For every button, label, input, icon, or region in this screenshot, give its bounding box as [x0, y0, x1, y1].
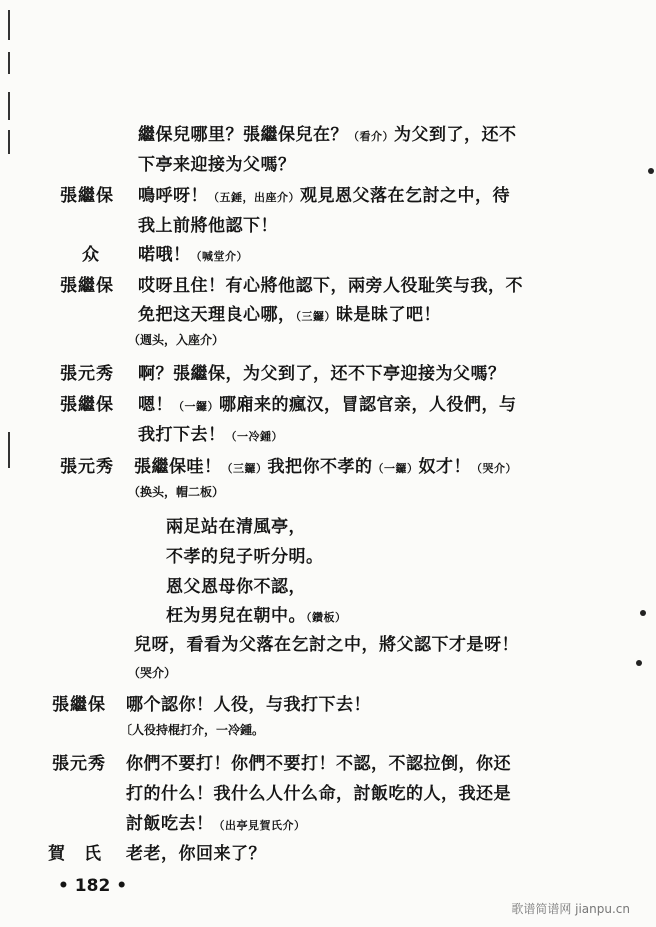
dialogue-line: 哪个認你！人役，与我打下去！ — [126, 695, 371, 715]
verse-line: 不孝的兒子听分明。 — [166, 547, 324, 567]
dialogue-line: 繼保兒哪里？張繼保兒在？（看介）为父到了，还不 — [138, 125, 517, 145]
dialogue-line: 討飯吃去！（出亭見賀氏介） — [126, 814, 306, 834]
dialogue-line: 嗯！（一鑼）哪廂来的瘋汉，冒認官亲，人役們，与 — [138, 395, 517, 415]
speaker-name: 賀 氏 — [48, 844, 102, 864]
dialogue-line: 我打下去！（一冷鍾） — [138, 425, 283, 445]
speaker-name: 張繼保 — [60, 395, 114, 415]
dialogue-line: 鳴呼呀！（五錘，出座介）观見恩父落在乞討之中，待 — [138, 186, 510, 206]
dialogue-line: 喏哦！（喊堂介） — [138, 245, 248, 265]
speaker-name: 众 — [82, 245, 100, 265]
dialogue-line: 老老，你回来了？ — [126, 844, 266, 864]
stage-direction: （哭介） — [128, 666, 177, 680]
speaker-name: 張元秀 — [60, 364, 114, 384]
dialogue-line: 免把这天理良心哪，（三鑼）昧是昧了吧！ — [138, 305, 441, 325]
stage-direction: （换头，帽二板） — [128, 485, 225, 499]
verse-line: 枉为男兒在朝中。（鑽板） — [166, 606, 347, 626]
dialogue-line: 兒呀，看看为父落在乞討之中，將父認下才是呀！ — [134, 635, 519, 655]
dialogue-line: 我上前將他認下！ — [138, 216, 278, 236]
speaker-name: 張繼保 — [52, 695, 106, 715]
speaker-name: 張繼保 — [60, 186, 114, 206]
scan-edge-mark — [8, 10, 10, 40]
speaker-name: 張元秀 — [60, 457, 114, 477]
dialogue-line: 哎呀且住！有心將他認下，兩旁人役耻笑与我，不 — [138, 276, 523, 296]
dialogue-line: 下亭来迎接为父嗎？ — [138, 155, 296, 175]
scan-edge-mark — [8, 52, 10, 74]
verse-line: 兩足站在清風亭， — [166, 517, 306, 537]
scan-edge-mark — [8, 130, 10, 154]
scan-speck — [636, 660, 642, 666]
scan-edge-mark — [8, 92, 10, 120]
speaker-name: 張繼保 — [60, 276, 114, 296]
dialogue-line: 打的什么！我什么人什么命，討飯吃的人，我还是 — [126, 784, 511, 804]
stage-direction: （週头，入座介） — [128, 333, 225, 347]
speaker-name: 張元秀 — [52, 754, 106, 774]
dialogue-line: 張繼保哇！（三鑼）我把你不孝的（一鑼）奴才！（哭介） — [134, 457, 517, 477]
scan-edge-mark — [8, 432, 10, 468]
scan-speck — [640, 610, 646, 616]
verse-line: 恩父恩母你不認， — [166, 577, 306, 597]
watermark: 歌谱简谱网 jianpu.cn — [511, 902, 630, 916]
scan-speck — [648, 168, 654, 174]
page-number: • 182 • — [58, 876, 128, 896]
dialogue-line: 你們不要打！你們不要打！不認，不認拉倒，你还 — [126, 754, 511, 774]
stage-direction: 〔人役持棍打介，一冷鍾。 — [120, 723, 265, 737]
dialogue-line: 啊？張繼保，为父到了，还不下亭迎接为父嗎？ — [138, 364, 506, 384]
